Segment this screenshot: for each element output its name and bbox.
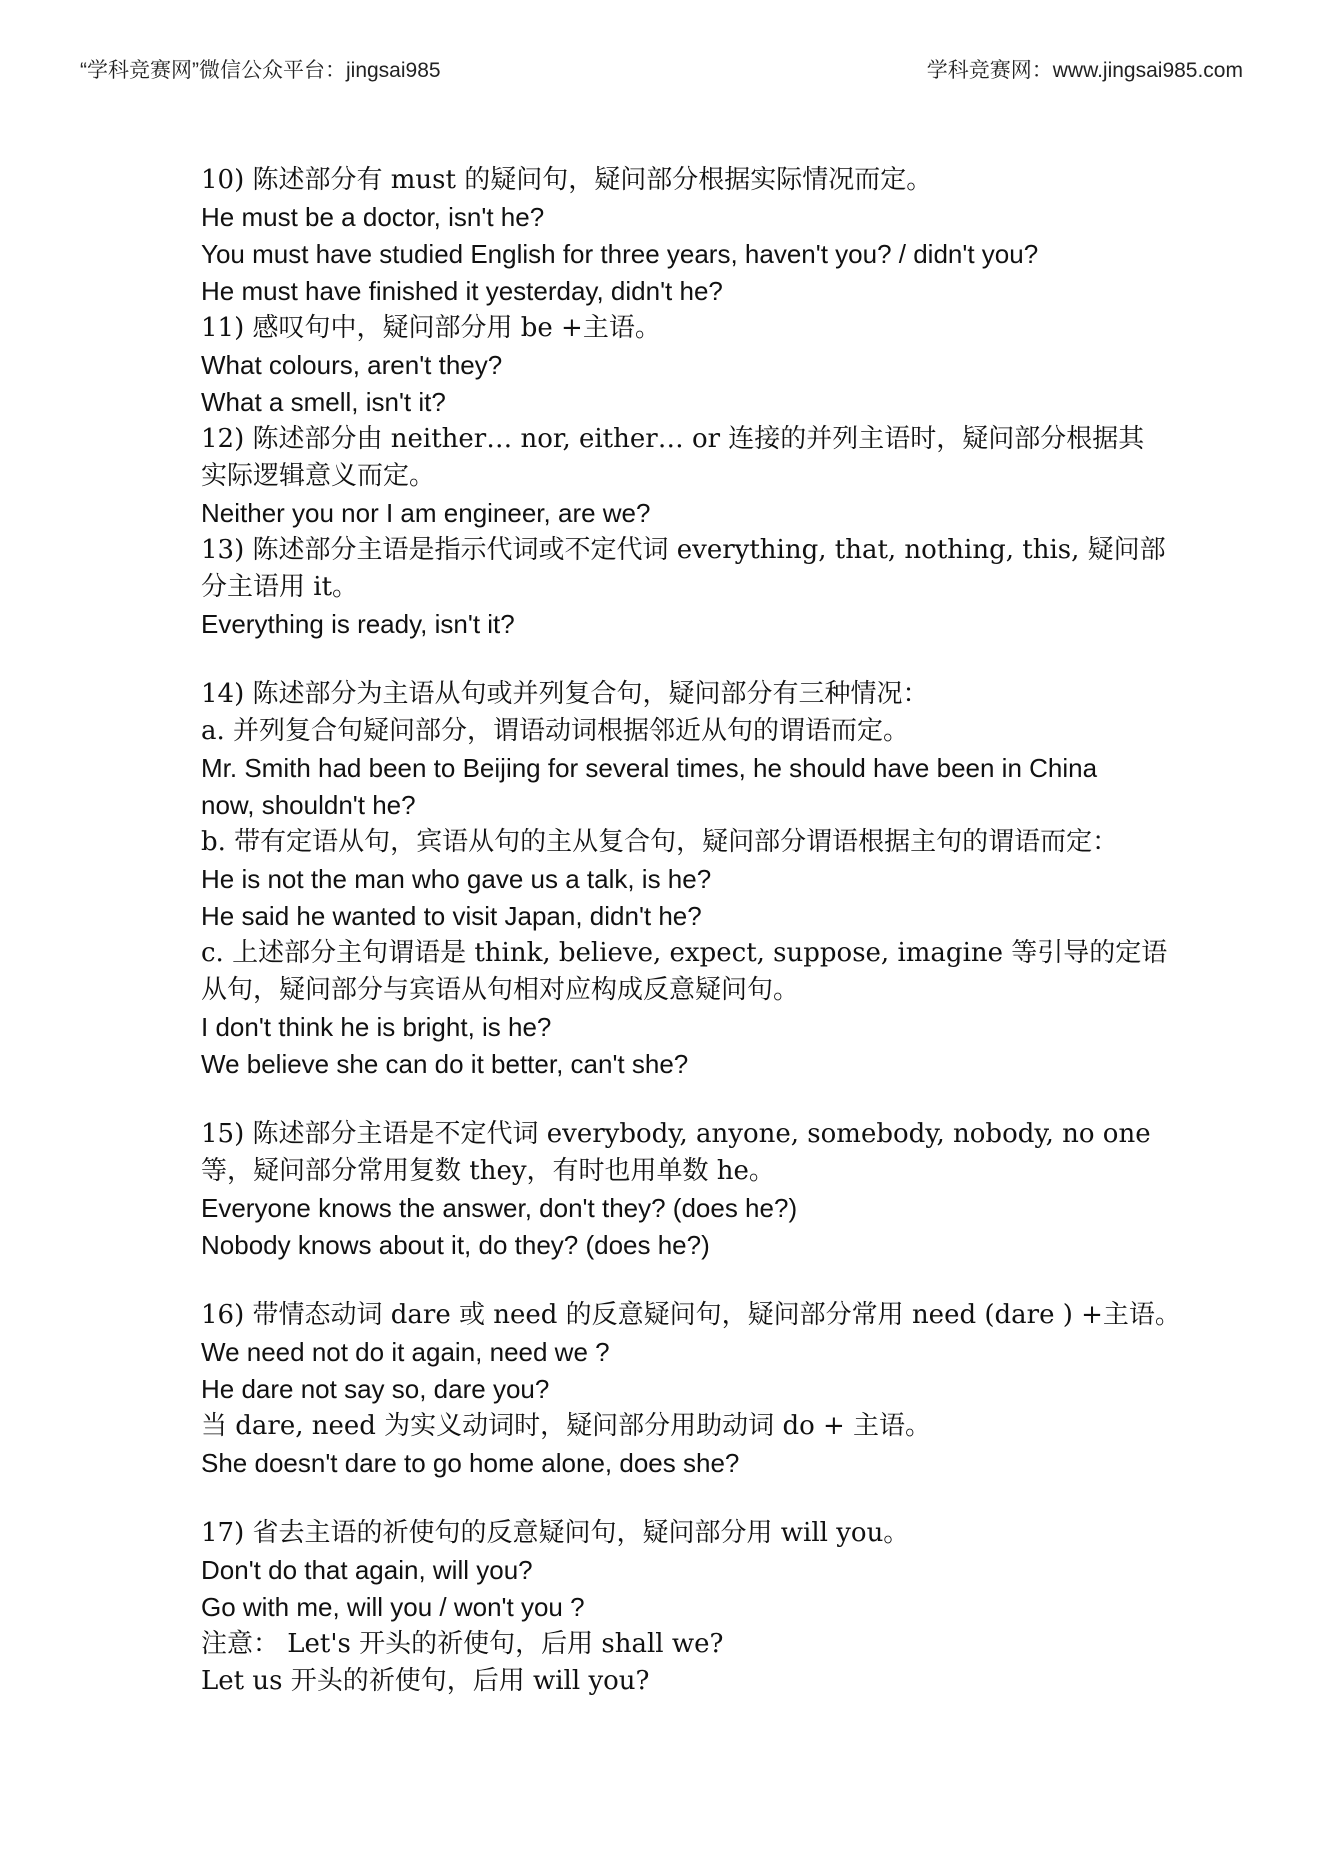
rule-text-line: c. 上述部分主句谓语是 think, believe, expect, suppose, imagine 等引导的定语 — [201, 938, 1168, 968]
example-sentence: We need not do it again, need we ? — [201, 1337, 610, 1367]
rule-text-line: 11) 感叹句中，疑问部分用 be +主语。 — [201, 313, 661, 343]
rule-text-line: 等，疑问部分常用复数 they，有时也用单数 he。 — [201, 1156, 775, 1186]
example-sentence: Mr. Smith had been to Beijing for several times, he should have been in China — [201, 753, 1098, 783]
grammar-section — [201, 1515, 1141, 1700]
rule-text-line: 12) 陈述部分由 neither… nor, either… or 连接的并列主语时，疑问部分根据其 — [201, 424, 1145, 454]
example-sentence: now, shouldn't he? — [201, 790, 416, 820]
example-sentence: Go with me, will you / won't you ? — [201, 1592, 585, 1622]
rule-text-line: 13) 陈述部分主语是指示代词或不定代词 everything, that, nothing, this, 疑问部 — [201, 535, 1166, 565]
rule-text-line: 17) 省去主语的祈使句的反意疑问句，疑问部分用 will you。 — [201, 1518, 910, 1548]
rule-text-line: a. 并列复合句疑问部分，谓语动词根据邻近从句的谓语而定。 — [201, 716, 910, 746]
rule-text-line: 注意： Let's 开头的祈使句，后用 shall we? — [201, 1629, 724, 1659]
example-sentence: Everything is ready, isn't it? — [201, 609, 515, 639]
example-sentence: He must be a doctor, isn't he? — [201, 202, 545, 232]
grammar-section — [201, 676, 1168, 1083]
rule-text-line: 15) 陈述部分主语是不定代词 everybody, anyone, somebody, nobody, no one — [201, 1119, 1151, 1149]
example-sentence: You must have studied English for three years, haven't you? / didn't you? — [201, 239, 1039, 269]
section-gap — [201, 1482, 1141, 1515]
grammar-section — [201, 1297, 1181, 1482]
header-wechat-text: “学科竞赛网”微信公众平台：jingsai985 — [80, 59, 441, 82]
example-sentence: He must have finished it yesterday, didn't he? — [201, 276, 723, 306]
section-gap — [201, 1264, 1141, 1297]
grammar-section — [201, 162, 1166, 643]
header-website-text: 学科竞赛网：www.jingsai985.com — [926, 59, 1243, 82]
rule-text-line: 实际逻辑意义而定。 — [201, 461, 436, 491]
section-gap — [201, 1083, 1141, 1116]
rule-text-line: b. 带有定语从句，宾语从句的主从复合句，疑问部分谓语根据主句的谓语而定： — [201, 827, 1119, 857]
example-sentence: He is not the man who gave us a talk, is he? — [201, 864, 712, 894]
example-sentence: He dare not say so, dare you? — [201, 1374, 550, 1404]
rule-text-line: 14) 陈述部分为主语从句或并列复合句，疑问部分有三种情况： — [201, 679, 929, 709]
example-sentence: Neither you nor I am engineer, are we? — [201, 498, 651, 528]
example-sentence: What colours, aren't they? — [201, 350, 503, 380]
rule-text-line: Let us 开头的祈使句，后用 will you? — [201, 1666, 650, 1696]
example-sentence: We believe she can do it better, can't she? — [201, 1049, 689, 1079]
example-sentence: He said he wanted to visit Japan, didn't he? — [201, 901, 702, 931]
example-sentence: She doesn't dare to go home alone, does she? — [201, 1448, 740, 1478]
document-body — [201, 162, 1181, 1700]
rule-text-line: 当 dare, need 为实义动词时，疑问部分用助动词 do + 主语。 — [201, 1411, 932, 1441]
page-header — [80, 54, 1243, 84]
section-gap — [201, 643, 1141, 676]
rule-text-line: 分主语用 it。 — [201, 572, 359, 602]
example-sentence: What a smell, isn't it? — [201, 387, 446, 417]
rule-text-line: 16) 带情态动词 dare 或 need 的反意疑问句，疑问部分常用 need (dare ) +主语。 — [201, 1300, 1181, 1330]
rule-text-line: 10) 陈述部分有 must 的疑问句，疑问部分根据实际情况而定。 — [201, 165, 933, 195]
example-sentence: Everyone knows the answer, don't they? (does he?) — [201, 1193, 798, 1223]
example-sentence: Don't do that again, will you? — [201, 1555, 533, 1585]
example-sentence: I don't think he is bright, is he? — [201, 1012, 552, 1042]
grammar-section — [201, 1116, 1151, 1264]
rule-text-line: 从句，疑问部分与宾语从句相对应构成反意疑问句。 — [201, 975, 800, 1005]
example-sentence: Nobody knows about it, do they? (does he?) — [201, 1230, 710, 1260]
